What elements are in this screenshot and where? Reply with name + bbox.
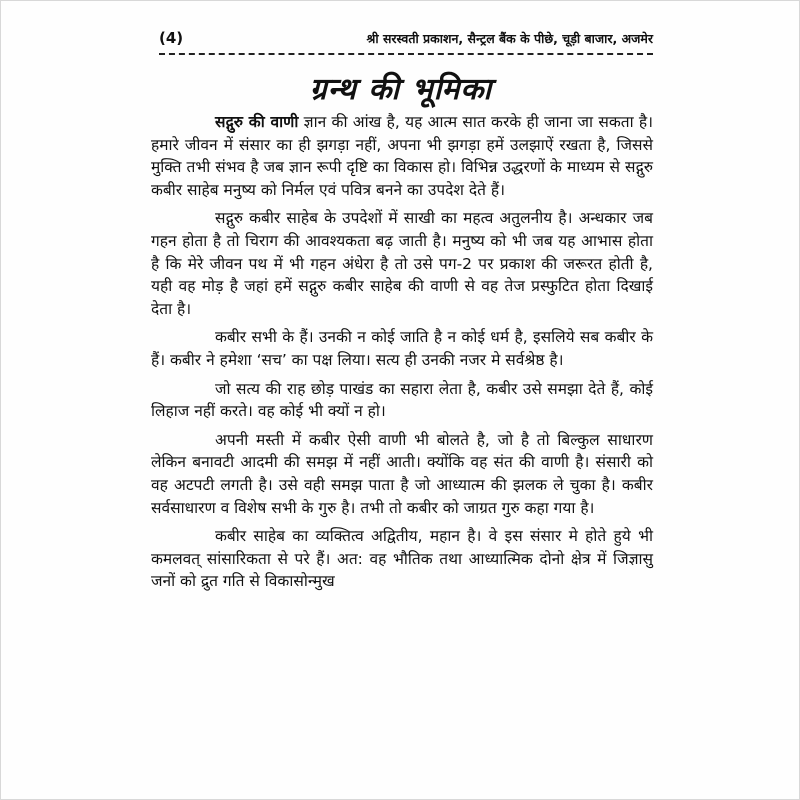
paragraph-text: जो सत्य की राह छोड़ पाखंड का सहारा लेता है, कबीर उसे समझा देते हैं, कोई लिहाज नहीं करते। वह कोई भी क्यों न हो। [151, 379, 653, 421]
page-title: ग्रन्थ की भूमिका [309, 72, 493, 107]
paragraph [151, 207, 653, 320]
paragraph [151, 429, 653, 519]
publisher-line: श्री सरस्वती प्रकाशन, सैन्ट्रल बैंक के पीछे, चूड़ी बाजार, अजमेर [366, 31, 653, 46]
page-number: (4) [159, 29, 184, 47]
paragraph [151, 378, 653, 423]
header-divider [159, 53, 653, 55]
paragraph-lead: सद्गुरु की वाणी [215, 113, 299, 131]
paragraph-text: अपनी मस्ती में कबीर ऐसी वाणी भी बोलते है, जो है तो बिल्कुल साधारण लेकिन बनावटी आदमी की समझ में नहीं आती। क्योंकि वह संत की वाणी है। संसारी को वह अटपटी लगती है। उसे वही समझ पाता है जो आध्यात्म की झलक ले चुका है। कबीर सर्वसाधारण व विशेष सभी के गुरु है। तभी तो कबीर को जाग्रत गुरु कहा गया है। [151, 430, 653, 517]
page-header [159, 29, 653, 53]
paragraph-text: ज्ञान की आंख है, यह आत्म सात करके ही जाना जा सकता है। हमारे जीवन में संसार का ही झगड़ा नहीं, अपना भी झगड़ा हमें उलझाऐं रखता है, जिससे मुक्ति तभी संभव है जब ज्ञान रूपी दृष्टि का विकास हो। विभिन्न उद्धरणों के माध्यम से सद्गुरु कबीर साहेब मनुष्य को निर्मल एवं पवित्र बनने का उपदेश देते हैं। [151, 113, 654, 199]
body-text [151, 111, 653, 593]
paragraph [151, 326, 653, 371]
paragraph [151, 111, 653, 201]
paragraph-text: सद्गुरु कबीर साहेब के उपदेशों में साखी का महत्व अतुलनीय है। अन्धकार जब गहन होता है तो चिराग की आवश्यकता बढ़ जाती है। मनुष्य को भी जब यह आभास होता है कि मेरे जीवन पथ में भी गहन अंधेरा है तो उसे पग-2 पर प्रकाश की जरूरत होती है, यही वह मोड़ है जहां हमें सद्गुरु कबीर साहेब की वाणी से वह तेज प्रस्फुटित होता दिखाई देता है। [151, 209, 653, 318]
paragraph-text: कबीर सभी के हैं। उनकी न कोई जाति है न कोई धर्म है, इसलिये सब कबीर के हैं। कबीर ने हमेशा ‘सच’ का पक्ष लिया। सत्य ही उनकी नजर मे सर्वश्रेष्ठ है। [151, 328, 653, 369]
paragraph-text: कबीर साहेब का व्यक्तित्व अद्वितीय, महान है। वे इस संसार मे होते हुये भी कमलवत् सांसारिकता से परे हैं। अत: वह भौतिक तथा आध्यात्मिक दोनो क्षेत्र में जिज्ञासु जनों को द्रुत गति से विकासोन्मुख [151, 527, 653, 591]
paragraph [151, 525, 653, 593]
